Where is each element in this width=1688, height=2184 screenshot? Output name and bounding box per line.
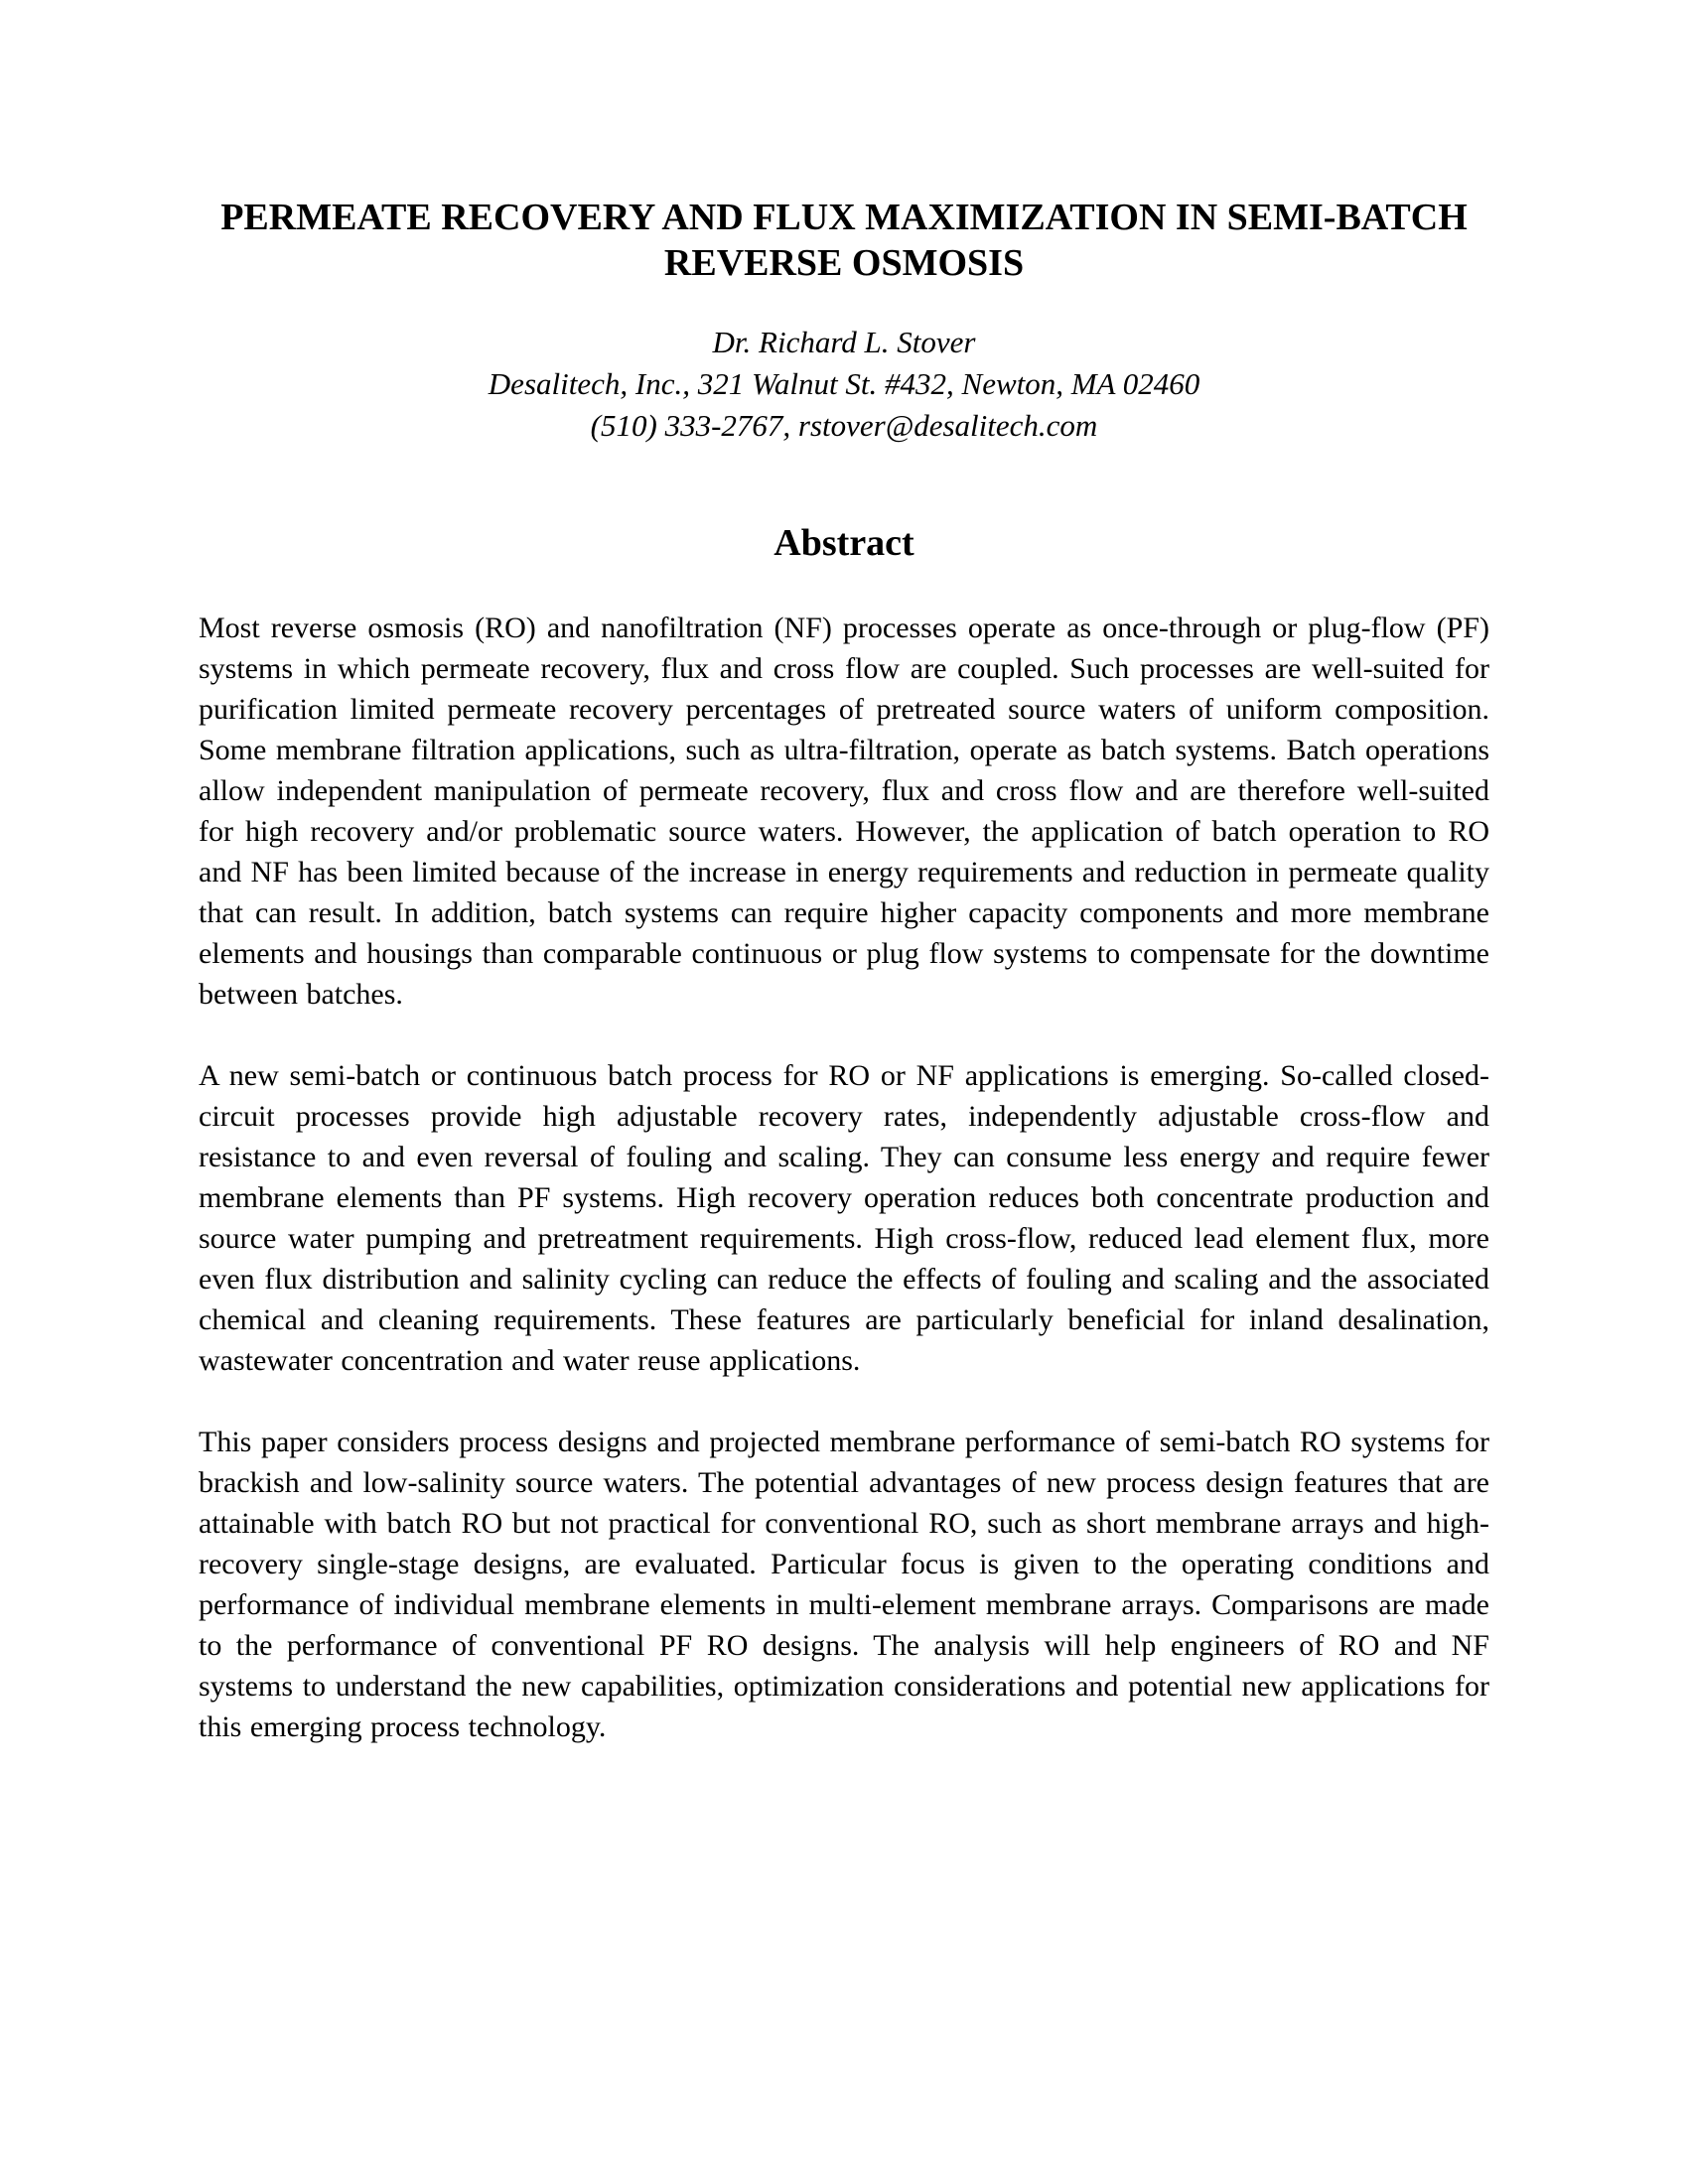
abstract-paragraph-2: A new semi-batch or continuous batch process for RO or NF applications is emerging. So-called closed-circuit processes provide high adjustable recovery rates, independently adjustable cross-flow and resistance to and even reversal of fouling and scaling. They can consume less energy and require fewer membrane elements than PF systems. High recovery operation reduces both concentrate production and source water pumping and pretreatment requirements. High cross-flow, reduced lead element flux, more even flux distribution and salinity cycling can reduce the effects of fouling and scaling and the associated chemical and cleaning requirements. These features are particularly beneficial for inland desalination, wastewater concentration and water reuse applications. [199, 1059, 1489, 1377]
abstract-paragraph-3: This paper considers process designs and projected membrane performance of semi-batch RO systems for brackish and low-salinity source waters. The potential advantages of new process design features that are attainable with batch RO but not practical for conventional RO, such as short membrane arrays and high-recovery single-stage designs, are evaluated. Particular focus is given to the operating conditions and performance of individual membrane elements in multi-element membrane arrays. Comparisons are made to the performance of conventional PF RO designs. The analysis will help engineers of RO and NF systems to understand the new capabilities, optimization considerations and potential new applications for this emerging process technology. [199, 1426, 1489, 1743]
paper-title [0, 0, 1688, 286]
abstract-heading: Abstract [774, 522, 914, 564]
author-contact: (510) 333-2767, rstover@desalitech.com [590, 408, 1098, 443]
author-name: Dr. Richard L. Stover [712, 325, 976, 359]
author-affiliation: Desalitech, Inc., 321 Walnut St. #432, Newton, MA 02460 [488, 366, 1200, 401]
author-block [0, 322, 1688, 447]
abstract-paragraph-1: Most reverse osmosis (RO) and nanofiltration (NF) processes operate as once-through or plug-flow (PF) systems in which permeate recovery, flux and cross flow are coupled. Such processes are well-suited for purification limited permeate recovery percentages of pretreated source waters of uniform composition. Some membrane filtration applications, such as ultra-filtration, operate as batch systems. Batch operations allow independent manipulation of permeate recovery, flux and cross flow and are therefore well-suited for high recovery and/or problematic source waters. However, the application of batch operation to RO and NF has been limited because of the increase in energy requirements and reduction in permeate quality that can result. In addition, batch systems can require higher capacity components and more membrane elements and housings than comparable continuous or plug flow systems to compensate for the downtime between batches. [199, 612, 1489, 1011]
paper-title-line-1: PERMEATE RECOVERY AND FLUX MAXIMIZATION IN SEMI-BATCH [220, 197, 1468, 238]
abstract-body [199, 608, 1489, 1747]
paper-title-line-2: REVERSE OSMOSIS [663, 242, 1025, 284]
